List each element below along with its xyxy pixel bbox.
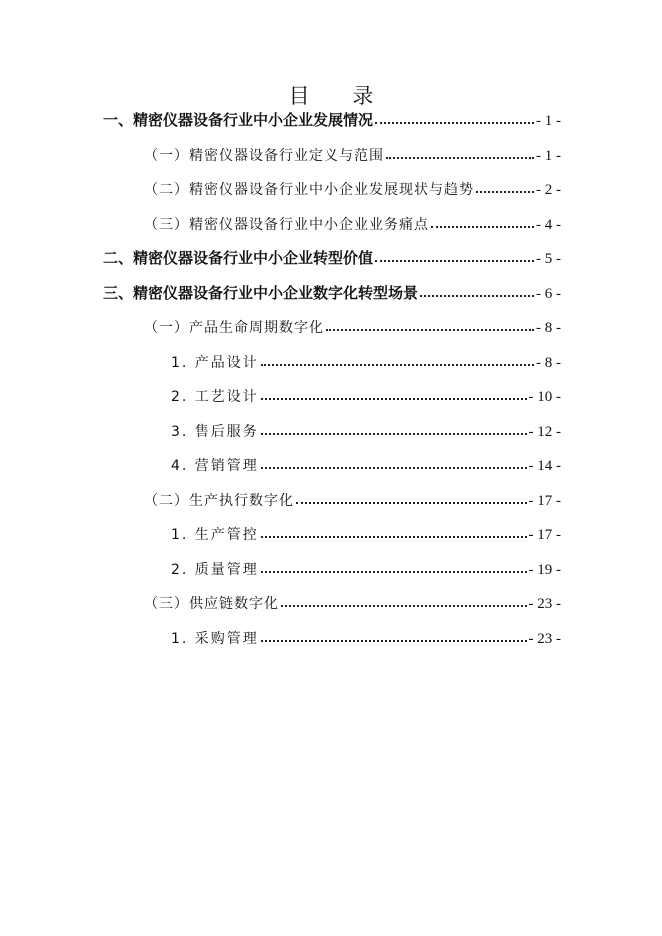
toc-entry-page: - 14 - [528,458,561,474]
toc-entry-page: - 8 - [536,355,561,371]
toc-entry-label: 三、精密仪器设备行业中小企业数字化转型场景 [103,284,419,302]
dot-leader [261,639,527,642]
toc-entry-page: - 1 - [536,113,561,129]
dot-leader [261,535,527,538]
dot-leader [326,328,534,331]
toc-entry-label: （二）生产执行数字化 [144,493,294,509]
dot-leader [261,432,527,435]
toc-entry-section-1-2[interactable] [144,173,561,199]
toc-entry-page: - 1 - [536,148,561,164]
toc-entry-page: - 23 - [528,596,561,612]
toc-entry-label: 1. 采购管理 [171,631,259,647]
toc-entry-page: - 19 - [528,562,561,578]
toc-entry-subsection-quality[interactable] [171,553,561,579]
toc-entry-subsection-procurement[interactable] [171,622,561,648]
toc-entry-subsection-product-design[interactable] [171,346,561,372]
toc-entry-label: 4. 营销管理 [171,458,259,474]
toc-entry-page: - 17 - [528,527,561,543]
toc-entry-label: （一）精密仪器设备行业定义与范围 [144,148,384,164]
toc-entry-section-3-3[interactable] [144,587,561,613]
toc-entry-label: 二、精密仪器设备行业中小企业转型价值 [103,249,374,267]
toc-entry-subsection-marketing[interactable] [171,449,561,475]
dot-leader [476,190,534,193]
toc-entry-page: - 10 - [528,389,561,405]
dot-leader [386,156,534,159]
dot-leader [420,294,534,297]
toc-entry-page: - 17 - [528,493,561,509]
toc-entry-section-3-1[interactable] [144,311,561,337]
dot-leader [281,604,527,607]
toc-entry-subsection-production-control[interactable] [171,518,561,544]
toc-title: 目 录 [288,84,392,108]
toc-entry-label: 1. 产品设计 [171,355,259,371]
toc-entry-page: - 4 - [536,217,561,233]
toc-entry-page: - 6 - [536,286,561,302]
toc-entry-subsection-after-sales[interactable] [171,415,561,441]
toc-entry-page: - 12 - [528,424,561,440]
toc-entry-chapter-1[interactable] [103,104,561,130]
toc-entry-page: - 2 - [536,182,561,198]
dot-leader [375,121,534,124]
toc-entry-section-1-3[interactable] [144,208,561,234]
toc-entry-page: - 8 - [536,320,561,336]
toc-entry-label: （一）产品生命周期数字化 [144,320,324,336]
toc-entry-label: （二）精密仪器设备行业中小企业发展现状与趋势 [144,182,474,198]
dot-leader [261,570,527,573]
toc-entry-section-1-1[interactable] [144,139,561,165]
toc-entry-chapter-2[interactable] [103,242,561,268]
toc-entry-label: 一、精密仪器设备行业中小企业发展情况 [103,111,374,129]
dot-leader [261,466,527,469]
toc-entry-label: 2. 工艺设计 [171,389,259,405]
toc-entry-label: 3. 售后服务 [171,424,259,440]
dot-leader [431,225,534,228]
toc-entry-page: - 23 - [528,631,561,647]
dot-leader [261,397,527,400]
toc-entry-page: - 5 - [536,251,561,267]
toc-entry-label: （三）供应链数字化 [144,596,279,612]
toc-entry-label: （三）精密仪器设备行业中小企业业务痛点 [144,217,429,233]
dot-leader [296,501,527,504]
toc-entry-label: 2. 质量管理 [171,562,259,578]
toc-entry-section-3-2[interactable] [144,484,561,510]
toc-entry-label: 1. 生产管控 [171,527,259,543]
toc-entry-subsection-process-design[interactable] [171,380,561,406]
toc-entry-chapter-3[interactable] [103,277,561,303]
dot-leader [261,363,534,366]
dot-leader [375,259,534,262]
